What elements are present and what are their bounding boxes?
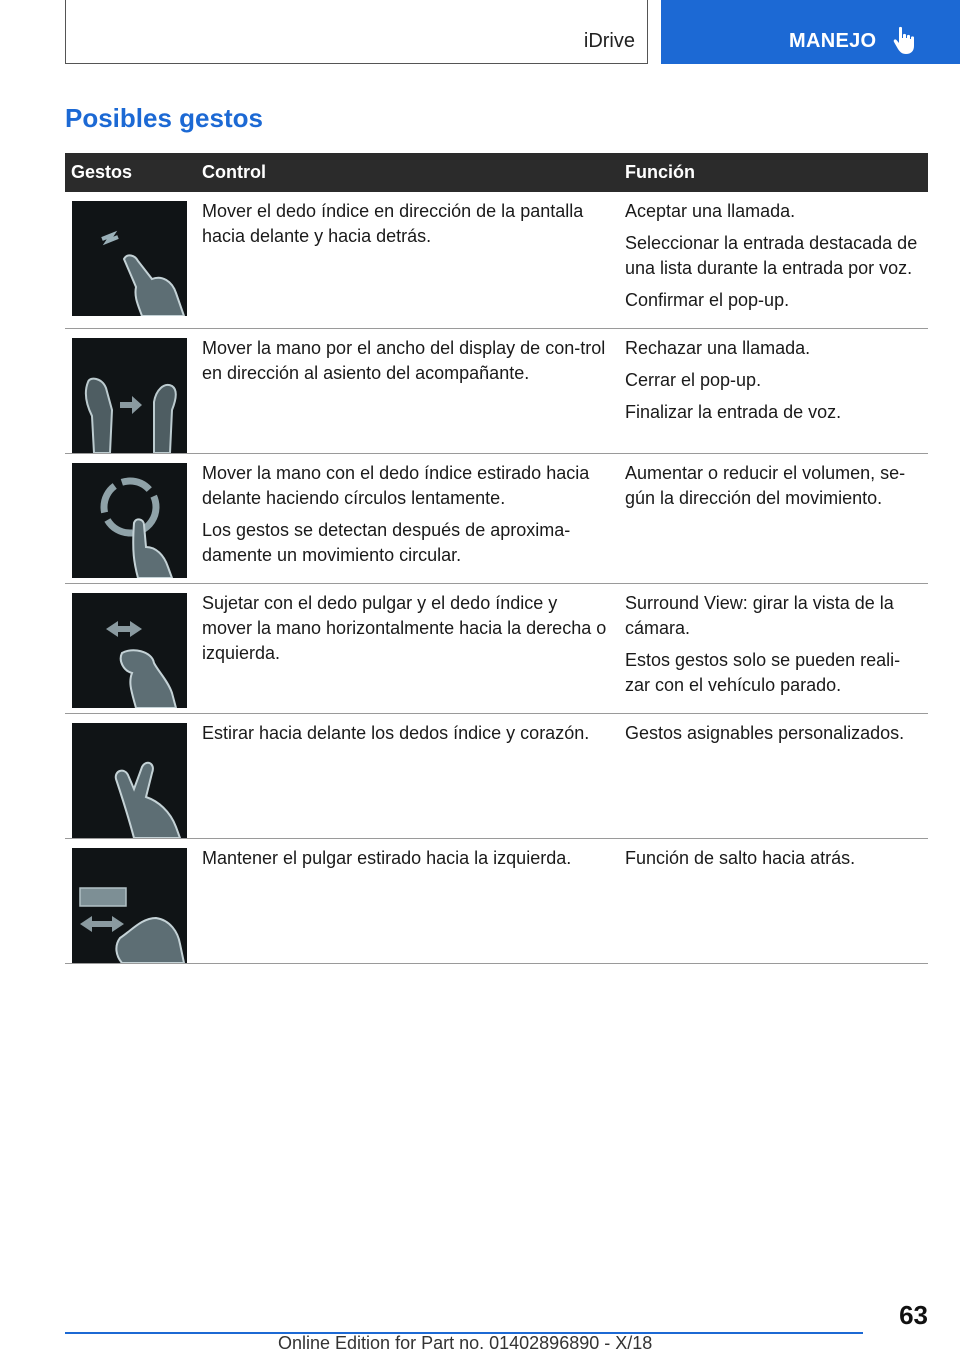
footer-edition-text: Online Edition for Part no. 01402896890 - X/18 (278, 1333, 653, 1353)
pinch-rotate-gesture-icon (72, 593, 187, 708)
hand-swipe-gesture-icon (72, 338, 187, 453)
pointing-hand-icon (893, 26, 919, 56)
gesture-image (72, 848, 187, 963)
gesture-image (72, 593, 187, 708)
page-title: Posibles gestos (65, 103, 263, 133)
function-text: Rechazar una llamada. (625, 338, 811, 358)
function-text: Finalizar la entrada de voz. (625, 402, 842, 422)
function-text: Aumentar o reducir el volumen, se-gún la dirección del movimiento. (625, 463, 906, 508)
table-row (65, 329, 928, 454)
control-text: Mover la mano con el dedo índice estirado hacia delante haciendo círculos lentamente. (202, 463, 590, 508)
function-text: Surround View: girar la vista de la cámara. (625, 593, 894, 638)
gesture-image (72, 463, 187, 578)
column-header-control: Control (193, 153, 616, 192)
control-text: Los gestos se detectan después de aproxima-damente un movimiento circular. (202, 520, 571, 565)
thumb-left-gesture-icon (72, 848, 187, 963)
function-text: Cerrar el pop-up. (625, 370, 762, 390)
table-row (65, 714, 928, 839)
gesture-image (72, 723, 187, 838)
table-row (65, 839, 928, 964)
page-number: 63 (899, 1300, 928, 1330)
function-text: Estos gestos solo se pueden reali-zar con el vehículo parado. (625, 650, 901, 695)
index-finger-gesture-icon (72, 201, 187, 316)
control-text: Mantener el pulgar estirado hacia la izquierda. (202, 848, 572, 868)
header-chapter-label: MANEJO (789, 30, 877, 52)
two-finger-gesture-icon (72, 723, 187, 838)
table-header-row (65, 153, 928, 192)
column-header-gestures: Gestos (65, 153, 193, 192)
header-chapter-tab (661, 0, 960, 64)
table-row (65, 584, 928, 714)
circular-finger-gesture-icon (72, 463, 187, 578)
function-text: Aceptar una llamada. (625, 201, 796, 221)
table-row (65, 192, 928, 329)
gestures-table (65, 153, 928, 964)
control-text: Mover el dedo índice en dirección de la pantalla hacia delante y hacia detrás. (202, 201, 584, 246)
header-section-tab (65, 0, 648, 64)
function-text: Gestos asignables personalizados. (625, 723, 905, 743)
gesture-image (72, 201, 187, 316)
header-section-label: iDrive (583, 30, 635, 52)
control-text: Mover la mano por el ancho del display de con-trol en dirección al asiento del acompañante. (202, 338, 606, 383)
control-text: Sujetar con el dedo pulgar y el dedo índice y mover la mano horizontalmente hacia la derecha o izquierda. (202, 593, 607, 663)
function-text: Confirmar el pop-up. (625, 290, 790, 310)
function-text: Seleccionar la entrada destacada de una lista durante la entrada por voz. (625, 233, 918, 278)
gesture-image (72, 338, 187, 453)
function-text: Función de salto hacia atrás. (625, 848, 856, 868)
column-header-function: Función (616, 153, 928, 192)
table-row (65, 454, 928, 584)
control-text: Estirar hacia delante los dedos índice y corazón. (202, 723, 590, 743)
